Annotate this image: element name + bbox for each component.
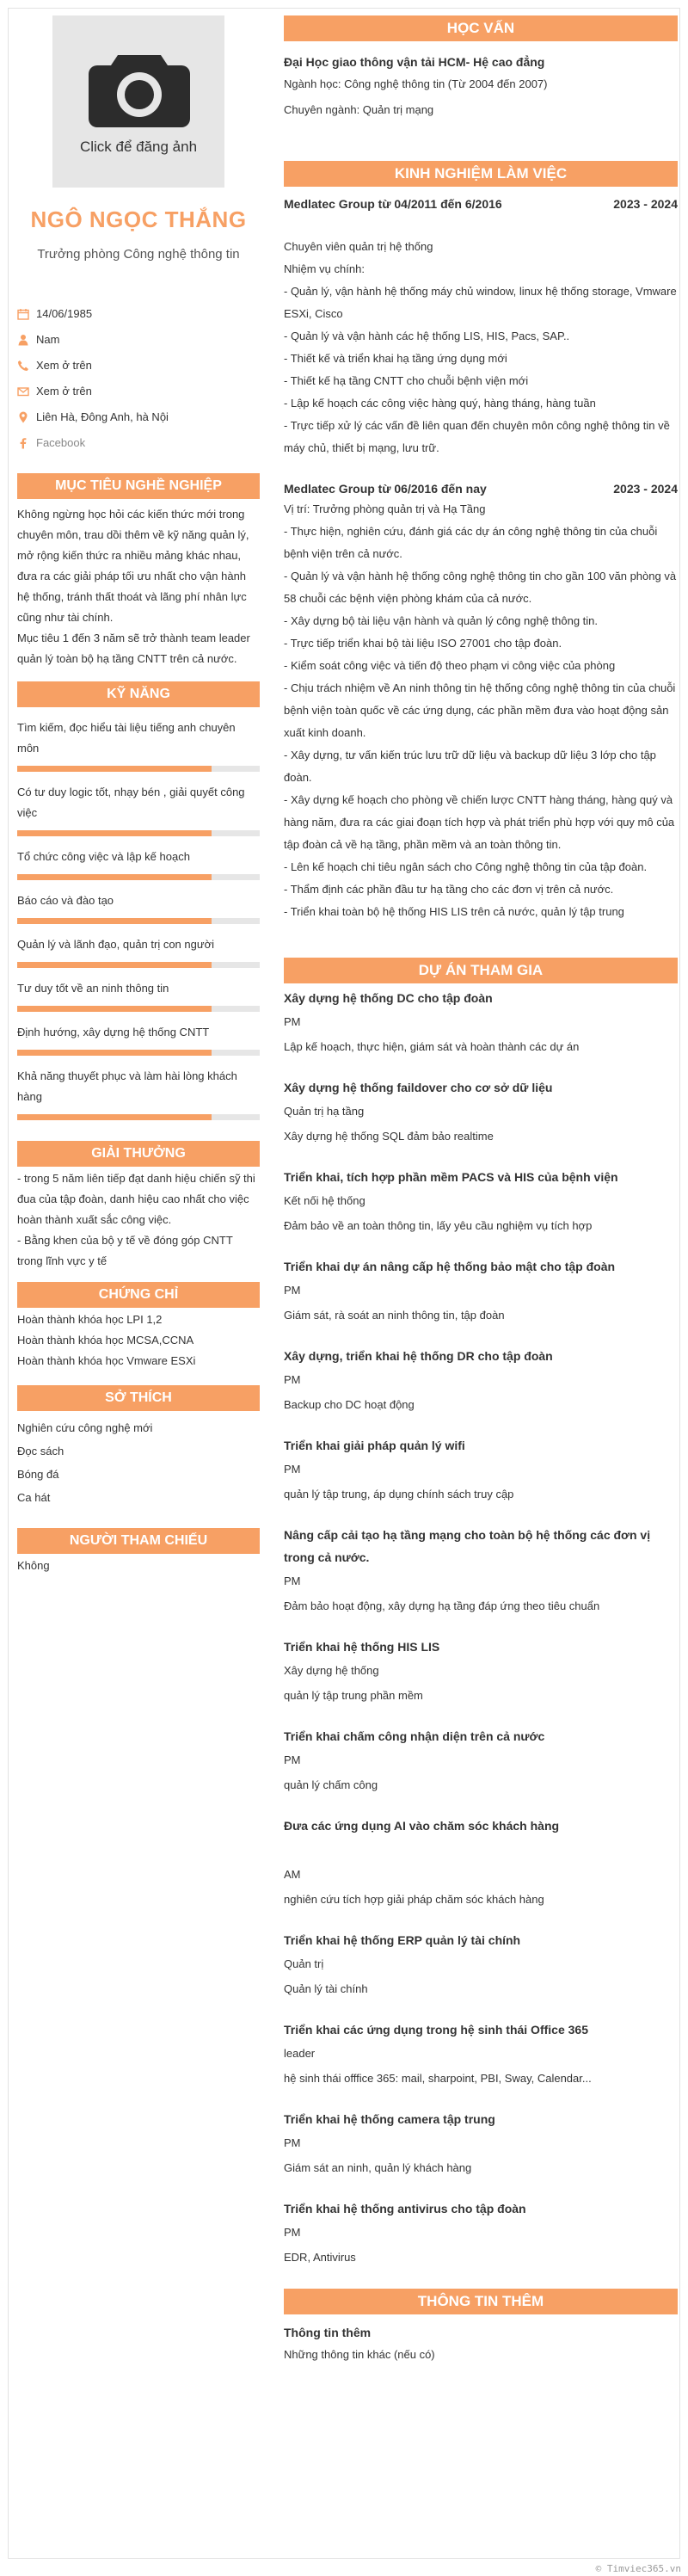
job-detail-line[interactable]: - Thẩm định các phần đầu tư hạ tầng cho các đơn vị trên cả nước.	[284, 883, 614, 896]
project-entry	[284, 1255, 678, 1328]
skill-item[interactable]	[17, 847, 260, 880]
project-detail-line[interactable]: Lập kế hoạch, thực hiện, giám sát và hoàn thành các dự án	[284, 1040, 580, 1053]
project-entry	[284, 1725, 678, 1797]
hobby-line[interactable]: Nghiên cứu công nghệ mới	[17, 1420, 153, 1434]
skill-bar-fill	[17, 1006, 212, 1012]
job-detail-line[interactable]: - Lên kế hoạch chi tiêu ngân sách cho Công nghệ thông tin của tập đoàn.	[284, 860, 648, 873]
project-title[interactable]: Triển khai các ứng dụng trong hệ sinh thái Office 365	[284, 2023, 588, 2037]
skill-bar-fill	[17, 962, 212, 968]
candidate-name[interactable]: NGÔ NGỌC THẮNG	[30, 206, 247, 232]
objective-text-2[interactable]: Mục tiêu 1 đến 3 năm sẽ trở thành team leader quản lý toàn bộ hạ tầng CNTT trên cả nước.	[17, 631, 250, 665]
project-detail-line[interactable]: Đảm bảo về an toàn thông tin, lấy yêu cầu nghiệm vụ tích hợp	[284, 1219, 593, 1232]
job-detail-line[interactable]: Chuyên viên quản trị hệ thống	[284, 240, 433, 253]
project-title[interactable]: Triển khai hệ thống antivirus cho tập đoàn	[284, 2202, 526, 2215]
project-detail-line[interactable]: nghiên cứu tích hợp giải pháp chăm sóc khách hàng	[284, 1893, 544, 1906]
project-entry	[284, 1345, 678, 1417]
project-detail-line[interactable]: PM	[284, 1284, 301, 1297]
objective-text-1[interactable]: Không ngừng học hỏi các kiến thức mới trong chuyên môn, trau dồi thêm về kỹ năng quản lý, mở rộng kiến thức ra nhiều mảng khác nhau, đưa ra các giải pháp tối ưu nhất cho vận hành hệ thống, tránh thất thoát và lãng phí nhân lực cũng như tài chính.	[17, 507, 249, 624]
skill-bar	[17, 874, 260, 880]
job-detail-line[interactable]: - Kiểm soát công việc và tiến độ theo phạm vi công việc của phòng	[284, 659, 616, 672]
job-company: Medlatec Group từ 04/2011 đến 6/2016	[284, 197, 502, 211]
skill-item[interactable]	[17, 1066, 260, 1120]
education-specialty[interactable]: Chuyên ngành: Quản trị mạng	[284, 103, 434, 116]
job-period: 2023 - 2024	[613, 197, 678, 211]
project-detail-line[interactable]: hệ sinh thái offfice 365: mail, sharpoint, PBI, Sway, Calendar...	[284, 2072, 592, 2085]
contact-phone-text: Xem ở trên	[36, 358, 92, 372]
footer-watermark: © Timviec365.vn	[595, 2563, 681, 2574]
project-detail-line[interactable]: Backup cho DC hoạt động	[284, 1398, 415, 1411]
skill-item[interactable]	[17, 1022, 260, 1056]
project-detail-line[interactable]	[284, 1837, 678, 1862]
job-entry	[284, 480, 678, 923]
project-detail-line[interactable]: Xây dựng hệ thống SQL đảm bảo realtime	[284, 1130, 494, 1143]
hobby-line[interactable]: Đọc sách	[17, 1444, 64, 1457]
awards-section	[17, 1141, 260, 1272]
references-heading: NGƯỜI THAM CHIẾU	[17, 1528, 260, 1554]
camera-icon	[89, 50, 190, 127]
certs-heading: CHỨNG CHỈ	[17, 1282, 260, 1308]
extra-section	[284, 2289, 678, 2366]
education-section	[284, 15, 678, 123]
job-detail-line[interactable]: Nhiệm vụ chính:	[284, 262, 365, 275]
projects-heading: DỰ ÁN THAM GIA	[284, 958, 678, 983]
skill-label: Khả năng thuyết phục và làm hài lòng khách hàng	[17, 1069, 237, 1103]
projects-list	[284, 987, 678, 2270]
skill-bar	[17, 1050, 260, 1056]
projects-section	[284, 958, 678, 2270]
contact-email[interactable]	[17, 379, 260, 404]
job-detail-line[interactable]: - Trực tiếp xử lý các vấn đề liên quan đến chuyên môn công nghệ thông tin về máy chủ, thiết bị mạng, lưu trữ.	[284, 419, 670, 454]
project-detail-line[interactable]: Giám sát an ninh, quản lý khách hàng	[284, 2161, 472, 2174]
skill-bar-fill	[17, 830, 212, 836]
job-detail-line[interactable]: - Quản lý, vận hành hệ thống máy chủ window, linux hệ thống storage, Vmware ESXi, Cisco	[284, 285, 677, 320]
job-title[interactable]	[284, 195, 678, 213]
project-detail-line[interactable]: Giám sát, rà soát an ninh thông tin, tập đoàn	[284, 1309, 505, 1322]
email-icon	[17, 385, 29, 397]
job-detail-line[interactable]: - Quản lý và vận hành các hệ thống LIS, HIS, Pacs, SAP..	[284, 330, 570, 342]
phone-icon	[17, 360, 29, 372]
skill-bar	[17, 830, 260, 836]
objective-section	[17, 473, 260, 669]
contact-facebook-text: Facebook	[36, 435, 86, 449]
left-column	[17, 15, 260, 1576]
skills-heading: KỸ NĂNG	[17, 681, 260, 707]
extra-text[interactable]: Những thông tin khác (nếu có)	[284, 2348, 435, 2361]
award-line[interactable]: - Bằng khen của bộ y tế về đóng góp CNTT trong lĩnh vực y tế	[17, 1233, 233, 1267]
project-entry	[284, 1929, 678, 2001]
project-detail-line[interactable]: quản lý tập trung phần mềm	[284, 1689, 423, 1702]
education-school[interactable]	[284, 53, 678, 71]
skill-bar	[17, 766, 260, 772]
job-detail-line[interactable]: - Xây dựng kế hoạch cho phòng về chiến lược CNTT hàng tháng, hàng quý và hàng năm, đưa ra các giai đoạn tích hợp và phát triển phù hợp với quy mô của tập đoàn cả về hạ tầng, phần mềm và an toàn thông tin.	[284, 793, 675, 851]
project-title[interactable]: Triển khai giải pháp quản lý wifi	[284, 1439, 465, 1452]
contact-birthday-text: 14/06/1985	[36, 306, 93, 320]
skill-label: Quản lý và lãnh đạo, quản trị con người	[17, 937, 214, 951]
project-detail-line[interactable]: AM	[284, 1868, 301, 1881]
project-title[interactable]: Triển khai, tích hợp phần mềm PACS và HIS của bệnh viện	[284, 1170, 618, 1184]
skill-label: Tìm kiếm, đọc hiểu tài liệu tiếng anh chuyên môn	[17, 720, 236, 755]
skill-bar-fill	[17, 1050, 212, 1056]
job-detail-line[interactable]: - Quản lý và vận hành hệ thống công nghệ thông tin cho gần 100 văn phòng và 58 chuỗi các bệnh viện phòng khám của cả nước.	[284, 570, 677, 605]
facebook-icon	[17, 437, 29, 449]
job-detail-line[interactable]: - Xây dựng, tư vấn kiến trúc lưu trữ dữ liệu và backup dữ liệu 3 lớp cho tập đoàn.	[284, 749, 656, 784]
project-detail-line[interactable]: PM	[284, 1753, 301, 1766]
project-detail-line[interactable]: Quản trị	[284, 1957, 324, 1970]
skills-section	[17, 681, 260, 1120]
skill-label: Định hướng, xây dựng hệ thống CNTT	[17, 1025, 210, 1038]
cert-line[interactable]: Hoàn thành khóa học Vmware ESXi	[17, 1353, 196, 1367]
project-detail-line[interactable]: Kết nối hệ thống	[284, 1194, 366, 1207]
job-title[interactable]	[284, 480, 678, 498]
contact-address[interactable]	[17, 404, 260, 430]
project-title[interactable]: Triển khai dự án nâng cấp hệ thống bảo mật cho tập đoàn	[284, 1260, 616, 1273]
project-entry	[284, 1166, 678, 1238]
project-entry	[284, 1524, 678, 1618]
contact-list	[17, 301, 260, 456]
hobbies-heading: SỞ THÍCH	[17, 1385, 260, 1411]
project-entry	[284, 2018, 678, 2091]
project-entry	[284, 1815, 678, 1912]
job-detail-line[interactable]: Vị trí: Trưởng phòng quản trị và Hạ Tầng	[284, 502, 486, 515]
skill-item[interactable]	[17, 978, 260, 1012]
job-detail-line[interactable]: - Chịu trách nhiệm về An ninh thông tin hệ thống công nghệ thông tin của chuỗi bệnh viện toàn quốc về các ứng dụng, các phần mềm đưa vào hoạt động sản xuất kinh doanh.	[284, 681, 676, 739]
project-detail-line[interactable]: EDR, Antivirus	[284, 2251, 356, 2264]
experience-section	[284, 161, 678, 923]
skill-bar	[17, 962, 260, 968]
education-school-text: Đại Học giao thông vận tải HCM- Hệ cao đẳng	[284, 55, 545, 69]
cert-line[interactable]: Hoàn thành khóa học LPI 1,2	[17, 1312, 163, 1326]
skill-bar-fill	[17, 874, 212, 880]
job-detail-line[interactable]: - Thực hiện, nghiên cứu, đánh giá các dự án công nghệ thông tin của chuỗi bệnh viện trên cả nước.	[284, 525, 658, 560]
hobby-line[interactable]: Bóng đá	[17, 1467, 59, 1481]
project-detail-line[interactable]: PM	[284, 1015, 301, 1028]
contact-gender[interactable]	[17, 327, 260, 353]
project-detail-line[interactable]: Quản trị hạ tầng	[284, 1105, 365, 1118]
education-major[interactable]: Ngành học: Công nghệ thông tin (Từ 2004 đến 2007)	[284, 77, 548, 90]
right-column	[284, 15, 678, 2366]
reference-line[interactable]: Không	[17, 1558, 50, 1572]
calendar-icon	[17, 308, 29, 320]
extra-title[interactable]: Thông tin thêm	[284, 2326, 372, 2339]
project-title[interactable]: Triển khai hệ thống HIS LIS	[284, 1640, 440, 1654]
photo-upload[interactable]	[52, 15, 224, 188]
photo-upload-label: Click để đăng ảnh	[79, 139, 198, 155]
project-detail-line[interactable]: Quản lý tài chính	[284, 1982, 368, 1995]
project-title[interactable]: Triển khai hệ thống ERP quản lý tài chính	[284, 1933, 521, 1947]
skill-label: Tổ chức công việc và lập kế hoạch	[17, 849, 190, 863]
job-period: 2023 - 2024	[613, 482, 678, 496]
skill-label: Có tư duy logic tốt, nhạy bén , giải quyết công việc	[17, 785, 245, 819]
hobbies-section	[17, 1385, 260, 1509]
project-detail-line[interactable]: PM	[284, 2136, 301, 2149]
job-detail-line[interactable]	[284, 213, 678, 236]
project-detail-line[interactable]: leader	[284, 2047, 316, 2060]
contact-facebook[interactable]	[17, 430, 260, 456]
project-detail-line[interactable]: quản lý tập trung, áp dụng chính sách truy cập	[284, 1488, 514, 1501]
project-title[interactable]: Triển khai chấm công nhận diện trên cả nước	[284, 1729, 545, 1743]
contact-email-text: Xem ở trên	[36, 384, 92, 397]
project-entry	[284, 2108, 678, 2180]
project-title[interactable]: Nâng cấp cải tạo hạ tầng mạng cho toàn bộ hệ thống các đơn vị trong cả nước.	[284, 1528, 651, 1564]
project-entry	[284, 1076, 678, 1149]
references-section	[17, 1528, 260, 1576]
project-detail-line[interactable]: Xây dựng hệ thống	[284, 1664, 379, 1677]
job-detail-line[interactable]: - Lập kế hoạch các công việc hàng quý, hàng tháng, hàng tuần	[284, 397, 596, 410]
contact-address-text: Liên Hà, Đông Anh, hà Nội	[36, 410, 169, 423]
project-entry	[284, 1636, 678, 1708]
job-detail-line[interactable]: - Trực tiếp triển khai bộ tài liệu ISO 27001 cho tập đoàn.	[284, 637, 562, 650]
skill-label: Tư duy tốt về an ninh thông tin	[17, 981, 169, 995]
skill-item[interactable]	[17, 891, 260, 924]
contact-gender-text: Nam	[36, 332, 60, 346]
gender-icon	[17, 334, 29, 346]
job-entry	[284, 195, 678, 459]
certs-section	[17, 1282, 260, 1371]
skill-bar	[17, 918, 260, 924]
candidate-role[interactable]: Trưởng phòng Công nghệ thông tin	[37, 247, 240, 262]
project-detail-line[interactable]: Đảm bảo hoạt động, xây dựng hạ tầng đáp ứng theo tiêu chuẩn	[284, 1599, 600, 1612]
skill-bar	[17, 1006, 260, 1012]
skill-item[interactable]	[17, 934, 260, 968]
project-title[interactable]: Đưa các ứng dụng AI vào chăm sóc khách hàng	[284, 1819, 560, 1833]
project-entry	[284, 1434, 678, 1507]
skill-bar	[17, 1114, 260, 1120]
job-detail-line[interactable]: - Thiết kế và triển khai hạ tầng ứng dụng mới	[284, 352, 507, 365]
objective-heading: MỤC TIÊU NGHỀ NGHIỆP	[17, 473, 260, 499]
project-title[interactable]: Xây dựng hệ thống faildover cho cơ sở dữ liệu	[284, 1081, 553, 1094]
project-detail-line[interactable]: PM	[284, 2226, 301, 2239]
skill-bar-fill	[17, 766, 212, 772]
experience-heading: KINH NGHIỆM LÀM VIỆC	[284, 161, 678, 187]
job-detail-line[interactable]: - Thiết kế hạ tầng CNTT cho chuỗi bệnh viện mới	[284, 374, 529, 387]
awards-heading: GIẢI THƯỞNG	[17, 1141, 260, 1167]
jobs-list	[284, 195, 678, 923]
project-title[interactable]: Triển khai hệ thống camera tập trung	[284, 2112, 495, 2126]
skill-bar-fill	[17, 1114, 212, 1120]
education-heading: HỌC VẤN	[284, 15, 678, 41]
location-icon	[17, 411, 29, 423]
skills-list	[17, 718, 260, 1120]
project-detail-line[interactable]: quản lý chấm công	[284, 1778, 378, 1791]
contact-birthday[interactable]	[17, 301, 260, 327]
project-title[interactable]: Xây dựng, triển khai hệ thống DR cho tập đoàn	[284, 1349, 553, 1363]
project-title[interactable]: Xây dựng hệ thống DC cho tập đoàn	[284, 991, 493, 1005]
skill-label: Báo cáo và đào tạo	[17, 893, 114, 907]
skill-item[interactable]	[17, 718, 260, 772]
project-detail-line[interactable]: PM	[284, 1463, 301, 1476]
job-company: Medlatec Group từ 06/2016 đến nay	[284, 482, 487, 496]
job-detail-line[interactable]: - Triển khai toàn bộ hệ thống HIS LIS trên cả nước, quản lý tập trung	[284, 905, 624, 918]
project-entry	[284, 987, 678, 1059]
contact-phone[interactable]	[17, 353, 260, 379]
project-entry	[284, 2197, 678, 2270]
project-detail-line[interactable]: PM	[284, 1575, 301, 1587]
cert-line[interactable]: Hoàn thành khóa học MCSA,CCNA	[17, 1333, 194, 1347]
award-line[interactable]: - trong 5 năm liên tiếp đạt danh hiệu chiến sỹ thi đua của tập đoàn, danh hiệu cao nhất cho việc hoàn thành xuất sắc công việc.	[17, 1171, 255, 1226]
project-detail-line[interactable]: PM	[284, 1373, 301, 1386]
skill-bar-fill	[17, 918, 212, 924]
hobby-line[interactable]: Ca hát	[17, 1490, 51, 1504]
skill-item[interactable]	[17, 782, 260, 836]
extra-heading: THÔNG TIN THÊM	[284, 2289, 678, 2314]
job-detail-line[interactable]: - Xây dựng bộ tài liệu vận hành và quản lý công nghệ thông tin.	[284, 614, 599, 627]
